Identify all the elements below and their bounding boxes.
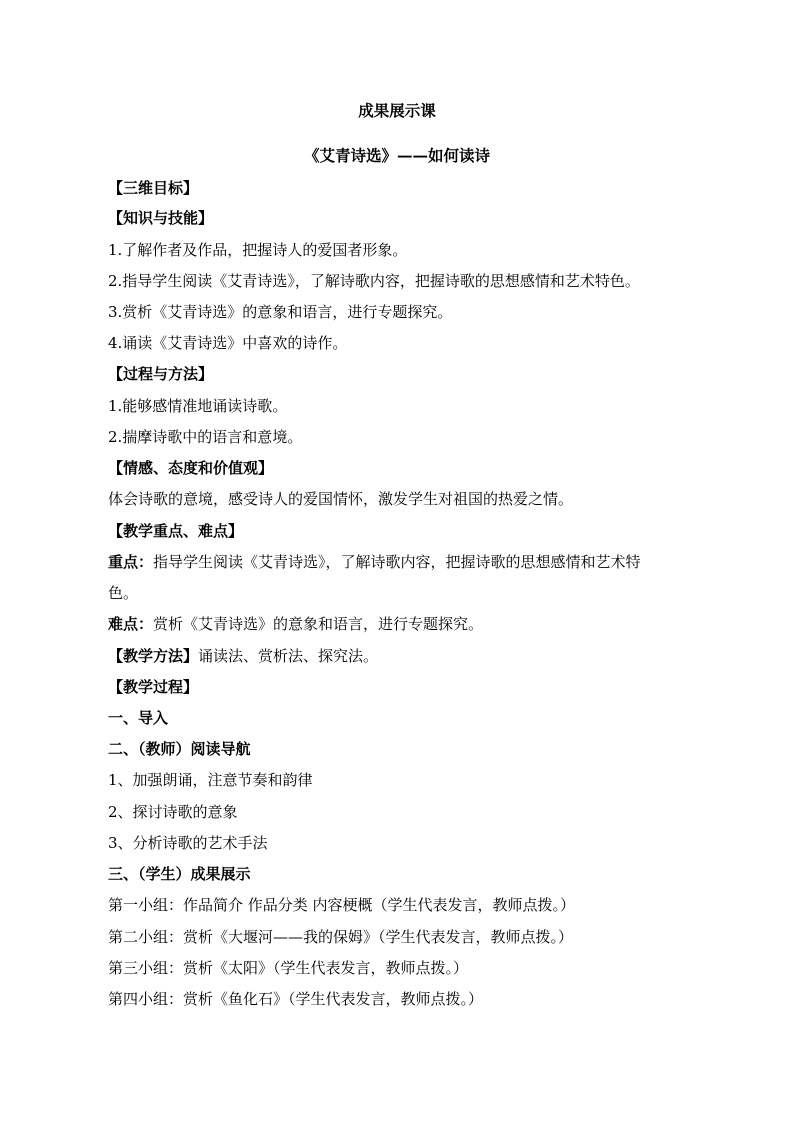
emotion-heading: 【情感、态度和价值观】: [108, 459, 274, 477]
difficulty-line: [108, 614, 483, 634]
difficulty-text: 赏析《艾青诗选》的意象和语言，进行专题探究。: [153, 615, 484, 633]
focus-text-continued: 色。: [108, 584, 139, 602]
knowledge-item: 1.了解作者及作品，把握诗人的爱国者形象。: [108, 241, 408, 259]
knowledge-item: 2.指导学生阅读《艾青诗选》，了解诗歌内容，把握诗歌的思想感情和艺术特色。: [108, 272, 640, 290]
step-heading: 三、（学生）成果展示: [108, 865, 251, 883]
difficulty-label: 难点：: [108, 615, 154, 633]
knowledge-item: 3.赏析《艾青诗选》的意象和语言，进行专题探究。: [108, 303, 453, 321]
step2-item: 2、探讨诗歌的意象: [108, 803, 238, 821]
process-item: 2.揣摩诗歌中的语言和意境。: [108, 428, 303, 446]
goals-heading: 【三维目标】: [108, 179, 199, 197]
step3-item: 第四小组：赏析《鱼化石》（学生代表发言，教师点拨。）: [108, 990, 484, 1008]
focus-heading: 【教学重点、难点】: [108, 522, 244, 540]
step-heading: 一、导入: [108, 709, 169, 727]
step2-item: 3、分析诗歌的艺术手法: [108, 834, 268, 852]
procedure-heading: 【教学过程】: [108, 678, 199, 696]
method-heading: 【教学方法】: [108, 647, 199, 665]
focus-label: 重点：: [108, 553, 154, 571]
knowledge-item: 4.诵读《艾青诗选》中喜欢的诗作。: [108, 334, 348, 352]
knowledge-heading: 【知识与技能】: [108, 209, 214, 227]
focus-line: [108, 552, 641, 572]
method-text: 诵读法、赏析法、探究法。: [198, 647, 379, 665]
emotion-text: 体会诗歌的意境，感受诗人的爱国情怀，激发学生对祖国的热爱之情。: [108, 490, 574, 508]
step3-item: 第一小组：作品简介 作品分类 内容梗概（学生代表发言，教师点拨。）: [108, 896, 576, 914]
focus-text: 指导学生阅读《艾青诗选》，了解诗歌内容，把握诗歌的思想感情和艺术特: [153, 553, 641, 571]
step-heading: 二、（教师）阅读导航: [108, 740, 251, 758]
step3-item: 第三小组：赏析《太阳》（学生代表发言，教师点拨。）: [108, 959, 469, 977]
process-heading: 【过程与方法】: [108, 365, 214, 383]
step3-item: 第二小组：赏析《大堰河——我的保姆》（学生代表发言，教师点拨。）: [108, 928, 574, 946]
document-subtitle: 《艾青诗选》——如何读诗: [303, 146, 490, 165]
method-line: [108, 646, 378, 666]
process-item: 1.能够感情准地诵读诗歌。: [108, 397, 288, 415]
document-title: 成果展示课: [358, 101, 436, 120]
step2-item: 1、加强朗诵，注意节奏和韵律: [108, 771, 313, 789]
